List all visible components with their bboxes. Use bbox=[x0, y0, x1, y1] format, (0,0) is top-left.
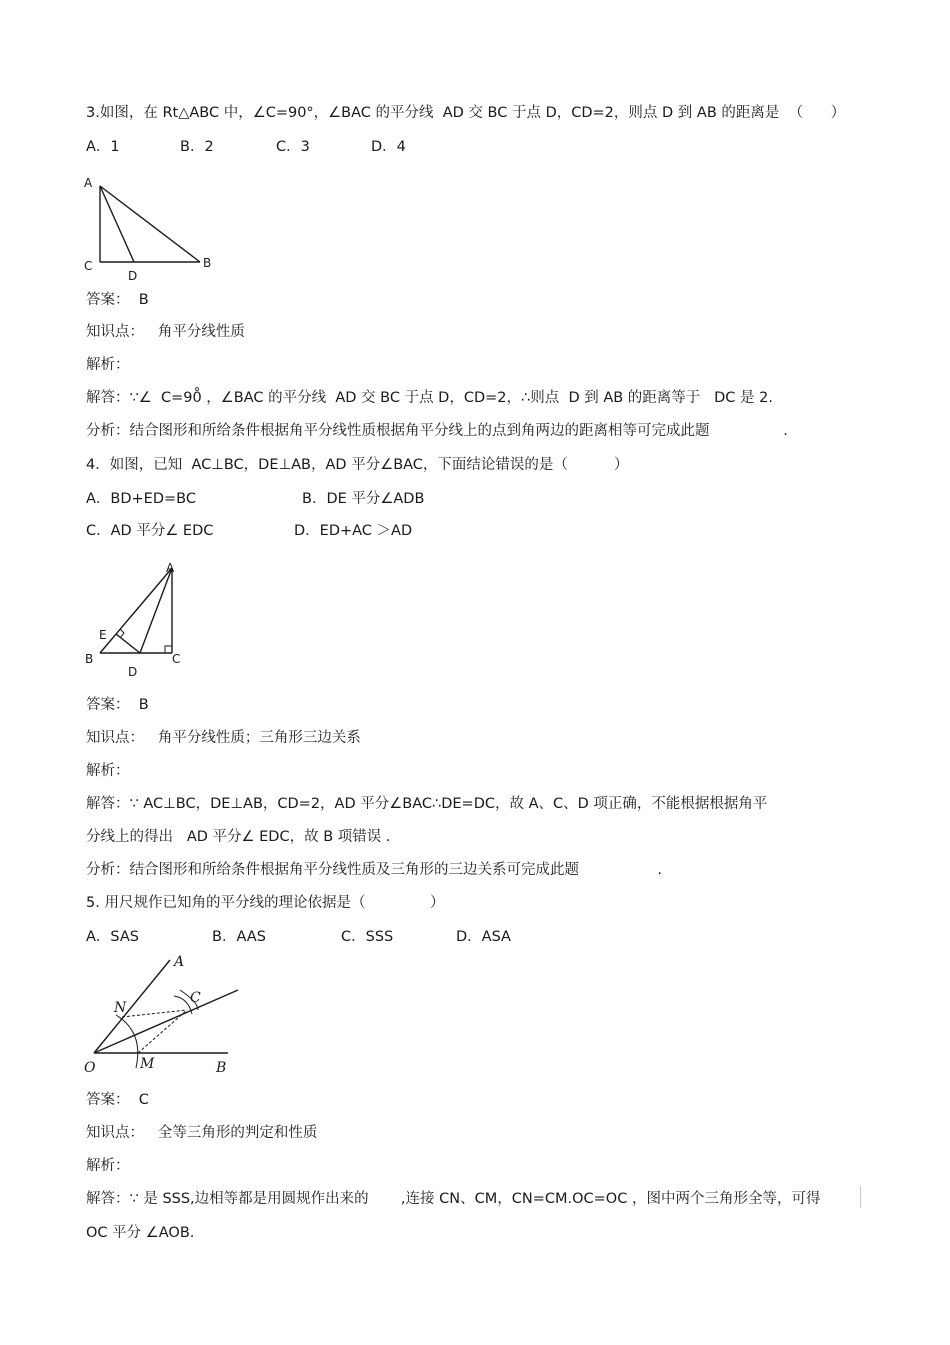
q4-stem: 4．如图，已知 AC⊥BC，DE⊥AB，AD 平分∠BAC，下面结论错误的是（ ） bbox=[86, 457, 629, 473]
q4-label-b: B bbox=[85, 652, 94, 666]
q4-fenxi: 分析：结合图形和所给条件根据角平分线性质及三角形的三边关系可完成此题 . bbox=[86, 862, 662, 878]
q3-solution: 解答：∵∠ C=90̊ ，∠BAC 的平分线 AD 交 BC 于点 D，CD=2，∴则点 D 到 AB 的距离等于 DC 是 2. bbox=[86, 390, 773, 406]
q4-label-c: C bbox=[172, 652, 181, 666]
q4-option-a: A．BD+ED=BC bbox=[86, 491, 196, 507]
q5-label-n: N bbox=[114, 1000, 127, 1016]
q3-label-c: C bbox=[84, 259, 93, 273]
q5-option-b: B．AAS bbox=[212, 929, 266, 945]
q4-option-c: C．AD 平分∠ EDC bbox=[86, 523, 214, 539]
q5-label-o: O bbox=[84, 1060, 96, 1076]
q3-label-b: B bbox=[203, 256, 212, 270]
q5-option-a: A．SAS bbox=[86, 929, 140, 945]
q4-bisector-ad bbox=[140, 568, 172, 653]
q3-label-d: D bbox=[128, 269, 138, 283]
q5-solution-line-2: OC 平分 ∠AOB. bbox=[86, 1225, 195, 1241]
q3-option-a: A．1 bbox=[86, 139, 120, 155]
q5-answer: 答案： C bbox=[86, 1092, 149, 1108]
q4-right-angle-e bbox=[120, 629, 124, 638]
q3-option-b: B．2 bbox=[180, 139, 214, 155]
q5-solution-line-1: 解答：∵ 是 SSS,边相等都是用圆规作出来的 ,连接 CN、CM，CN=CM.OC=OC ，图中两个三角形全等，可得 bbox=[86, 1191, 821, 1207]
q5-label-b: B bbox=[216, 1060, 227, 1076]
q4-right-angle-c bbox=[165, 646, 172, 653]
q4-solution-line-2: 分线上的得出 AD 平分∠ EDC，故 B 项错误 . bbox=[86, 829, 391, 845]
text-box-edge bbox=[860, 1186, 861, 1208]
q4-side-ab bbox=[100, 568, 172, 653]
q3-stem: 3.如图，在 Rt△ABC 中，∠C=90°，∠BAC 的平分线 AD 交 BC 于点 D，CD=2，则点 D 到 AB 的距离是 （ ） bbox=[86, 105, 846, 121]
q5-label-m: M bbox=[140, 1056, 155, 1072]
q3-fenxi: 分析：结合图形和所给条件根据角平分线性质根据角平分线上的点到角两边的距离相等可完成此题 . bbox=[86, 423, 788, 439]
q5-label-a: A bbox=[174, 954, 185, 970]
q4-option-d: D．ED+AC ＞AD bbox=[294, 523, 413, 539]
q4-label-d: D bbox=[128, 665, 138, 679]
q3-bisector-ad bbox=[100, 186, 134, 262]
q5-stem: 5. 用尺规作已知角的平分线的理论依据是（ ） bbox=[86, 895, 445, 911]
q4-option-b: B．DE 平分∠ADB bbox=[302, 491, 425, 507]
q5-label-c: C bbox=[190, 990, 201, 1006]
q4-triangle-figure bbox=[80, 556, 200, 682]
q5-angle-bisector-figure bbox=[80, 950, 250, 1080]
q3-option-c: C．3 bbox=[276, 139, 310, 155]
q3-label-a: A bbox=[84, 176, 93, 190]
q3-analysis-label: 解析： bbox=[86, 357, 130, 373]
q5-option-d: D．ASA bbox=[456, 929, 511, 945]
q5-analysis-label: 解析： bbox=[86, 1158, 130, 1174]
q3-option-d: D．4 bbox=[371, 139, 406, 155]
q4-label-a: A bbox=[166, 561, 175, 575]
q4-solution-line-1: 解答：∵ AC⊥BC，DE⊥AB，CD=2，AD 平分∠BAC∴DE=DC，故 A、C、D 项正确，不能根据根据角平 bbox=[86, 796, 768, 812]
q4-knowledge: 知识点： 角平分线性质；三角形三边关系 bbox=[86, 730, 361, 746]
q3-answer: 答案： B bbox=[86, 292, 149, 308]
q5-knowledge: 知识点： 全等三角形的判定和性质 bbox=[86, 1125, 318, 1141]
q4-answer: 答案： B bbox=[86, 697, 149, 713]
q5-option-c: C．SSS bbox=[341, 929, 394, 945]
q4-analysis-label: 解析： bbox=[86, 763, 130, 779]
q5-ray-oa bbox=[94, 960, 170, 1053]
q4-perpendicular-de bbox=[116, 634, 140, 653]
q3-triangle-figure bbox=[80, 172, 230, 287]
q5-segment-mc bbox=[138, 1010, 187, 1053]
q3-knowledge: 知识点： 角平分线性质 bbox=[86, 324, 245, 340]
q4-label-e: E bbox=[99, 628, 107, 642]
q3-side-ab bbox=[100, 186, 200, 262]
